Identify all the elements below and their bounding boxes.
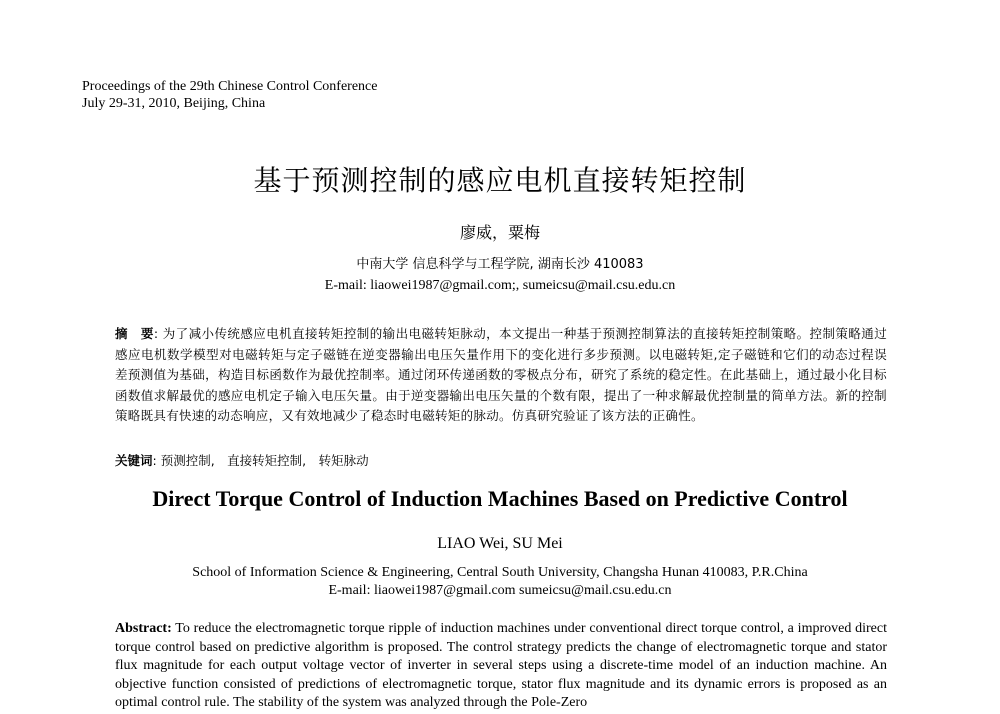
abstract-en-label: Abstract: (115, 621, 172, 636)
conference-date-location: July 29-31, 2010, Beijing, China (82, 96, 266, 111)
conference-name: Proceedings of the 29th Chinese Control Conference (82, 79, 378, 94)
abstract-cn (115, 324, 887, 427)
email-cn: E-mail: liaowei1987@gmail.com;, sumeicsu@mail.csu.edu.cn (324, 278, 676, 293)
paper-title-en: Direct Torque Control of Induction Machines Based on Predictive Control (152, 486, 848, 511)
authors-cn: 廖威，粟梅 (459, 223, 540, 242)
authors-en: LIAO Wei, SU Mei (437, 535, 563, 552)
abstract-en (115, 620, 887, 713)
abstract-en-text: To reduce the electromagnetic torque ripple of induction machines under conventional direct torque control, a improved direct torque control based on predictive algorithm is proposed. The control strategy predicts the change of electromagnetic torque and stator flux magnitude for each output voltage vector of inverter in several steps using a discrete-time model of an induction machine. An objective function consisted of predictions of electromagnetic torque, stator flux magnitude and its dynamic errors is proposed as an optimal control rule. The stability of the system was analyzed through the Pole-Zero (115, 621, 887, 710)
keywords-cn (115, 451, 887, 471)
paper-title-cn: 基于预测控制的感应电机直接转矩控制 (253, 164, 747, 197)
abstract-cn-label: 摘 要 (115, 326, 154, 341)
conference-header (82, 78, 377, 112)
abstract-cn-text: : 为了减小传统感应电机直接转矩控制的输出电磁转矩脉动，本文提出一种基于预测控制算法的直接转矩控制策略。控制策略通过感应电机数学模型对电磁转矩与定子磁链在逆变器输出电压矢量作用下的变化进行多步预测。以电磁转矩,定子磁链和它们的动态过程误差预测值为基础，构造目标函数作为最优控制率。通过闭环传递函数的零极点分布，研究了系统的稳定性。在此基础上，通过最小化目标函数值求解最优的感应电机定子输入电压矢量。由于逆变器输出电压矢量的个数有限，提出了一种求解最优控制量的简单方法。新的控制策略既具有快速的动态响应，又有效地减少了稳态时电磁转矩的脉动。仿真研究验证了该方法的正确性。 (115, 326, 887, 423)
keywords-cn-text: : 预测控制, 直接转矩控制, 转矩脉动 (152, 453, 369, 468)
email-en: E-mail: liaowei1987@gmail.com sumeicsu@mail.csu.edu.cn (328, 583, 672, 598)
affiliation-cn: 中南大学 信息科学与工程学院, 湖南长沙 410083 (356, 257, 644, 272)
keywords-cn-label: 关键词 (115, 453, 153, 468)
affiliation-en: School of Information Science & Engineering, Central South University, Changsha Hunan 410083, P.R.China (192, 565, 808, 580)
